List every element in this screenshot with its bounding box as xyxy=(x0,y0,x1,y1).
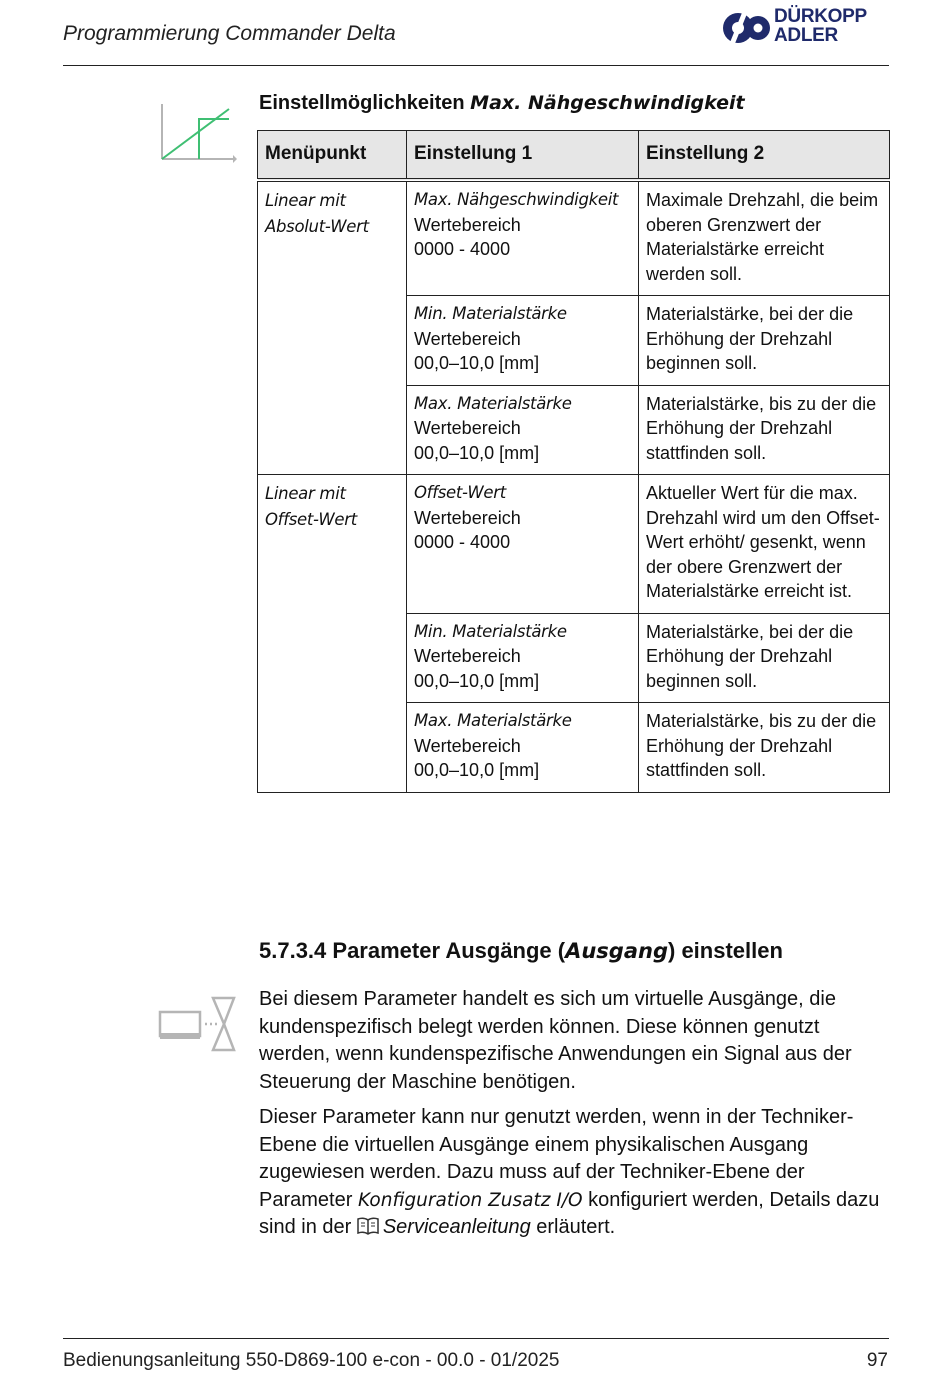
linear-graph-icon xyxy=(157,100,237,169)
para2-param: Konfiguration Zusatz I/O xyxy=(357,1189,583,1211)
brand-name-line2: ADLER xyxy=(774,25,838,46)
para2-text-1: Dieser Parameter kann nur genutzt werden, wenn in der Techniker-Ebene die virtuellen Ausgänge einem physikalischen Ausgang zugewiesen werden. Dazu muss auf der Techniker-Ebene der Parameter xyxy=(259,1106,854,1211)
setting1-cell xyxy=(407,475,639,614)
menu-label: Linear mit Offset-Wert xyxy=(265,484,357,529)
range-value: 0000 - 4000 xyxy=(414,532,511,552)
col-header-setting2: Einstellung 2 xyxy=(639,131,890,181)
setting2-cell: Materialstärke, bei der die Erhöhung der Drehzahl beginnen soll. xyxy=(639,613,890,703)
service-manual-reference: Serviceanleitung xyxy=(382,1216,531,1238)
param-name: Min. Materialstärke xyxy=(414,304,567,323)
setting2-cell: Maximale Drehzahl, die beim oberen Grenzwert der Materialstärke erreicht werden soll. xyxy=(639,180,890,296)
setting1-cell xyxy=(407,385,639,475)
setting1-cell xyxy=(407,703,639,793)
setting1-cell xyxy=(407,613,639,703)
range-label: Wertebereich xyxy=(414,735,521,756)
setting2-cell: Materialstärke, bis zu der die Erhöhung der Drehzahl stattfinden soll. xyxy=(639,703,890,793)
heading-param: Ausgang xyxy=(565,939,668,963)
virtual-output-icon xyxy=(158,996,238,1059)
paragraph-1: Bei diesem Parameter handelt es sich um virtuelle Ausgänge, die kundenspezifisch belegt werden können. Diese können genutzt werden, wenn kundenspezifische Anwendungen ein Signal aus der Steuerung der Maschine benötigen. xyxy=(259,988,852,1093)
range-value: 00,0–10,0 [mm] xyxy=(414,442,540,463)
range-label: Wertebereich xyxy=(414,328,521,349)
paragraph-2 xyxy=(259,1104,891,1244)
param-name: Offset-Wert xyxy=(414,483,506,502)
running-header: Programmierung Commander Delta xyxy=(63,22,396,45)
param-name: Max. Nähgeschwindigkeit xyxy=(414,190,619,209)
setting1-cell xyxy=(407,296,639,386)
range-label: Wertebereich xyxy=(414,507,521,528)
table-row xyxy=(258,180,890,296)
logo-emblem-icon xyxy=(722,6,772,50)
page-number: 97 xyxy=(866,1350,888,1371)
brand-logo xyxy=(722,6,892,52)
settings-title-param: Max. Nähgeschwindigkeit xyxy=(470,92,745,114)
col-header-setting1: Einstellung 1 xyxy=(407,131,639,181)
table-header-row xyxy=(258,131,890,181)
menu-cell xyxy=(258,180,407,475)
footer-rule xyxy=(63,1338,889,1339)
settings-table xyxy=(257,130,890,793)
table-row xyxy=(258,475,890,614)
settings-title xyxy=(259,92,745,115)
param-name: Min. Materialstärke xyxy=(414,621,567,641)
range-value: 00,0–10,0 [mm] xyxy=(414,353,540,373)
setting2-cell: Materialstärke, bis zu der die Erhöhung der Drehzahl stattfinden soll. xyxy=(639,385,890,475)
brand-name-line1: DÜRKOPP xyxy=(774,6,867,27)
range-value: 00,0–10,0 [mm] xyxy=(414,670,540,691)
range-value: 00,0–10,0 [mm] xyxy=(414,760,540,780)
book-icon xyxy=(357,1216,379,1244)
footer-document-id: Bedienungsanleitung 550-D869-100 e-con - 00.0 - 01/2025 xyxy=(63,1350,560,1371)
heading-prefix: 5.7.3.4 Parameter Ausgänge ( xyxy=(259,938,566,963)
setting2-cell: Aktueller Wert für die max. Drehzahl wird um den Offset-Wert erhöht/ gesenkt, wenn der obere Grenzwert der Materialstärke erreicht ist. xyxy=(639,475,890,614)
subsection-heading xyxy=(259,938,783,964)
range-label: Wertebereich xyxy=(414,418,521,438)
param-name: Max. Materialstärke xyxy=(414,711,572,730)
range-value: 0000 - 4000 xyxy=(414,239,511,259)
col-header-menu: Menüpunkt xyxy=(258,131,407,181)
header-rule xyxy=(63,65,889,66)
menu-cell xyxy=(258,475,407,793)
settings-title-prefix: Einstellmöglichkeiten xyxy=(259,92,465,114)
para2-text-2: konfiguriert werden, Details dazu sind in der xyxy=(259,1188,880,1238)
setting1-cell xyxy=(407,180,639,296)
range-label: Wertebereich xyxy=(414,646,521,666)
heading-suffix: ) einstellen xyxy=(668,938,783,963)
menu-label: Linear mit Absolut-Wert xyxy=(265,191,369,236)
setting2-cell: Materialstärke, bei der die Erhöhung der Drehzahl beginnen soll. xyxy=(639,296,890,386)
param-name: Max. Materialstärke xyxy=(414,393,572,413)
range-label: Wertebereich xyxy=(414,214,521,235)
para2-text-3: erläutert. xyxy=(530,1216,616,1238)
